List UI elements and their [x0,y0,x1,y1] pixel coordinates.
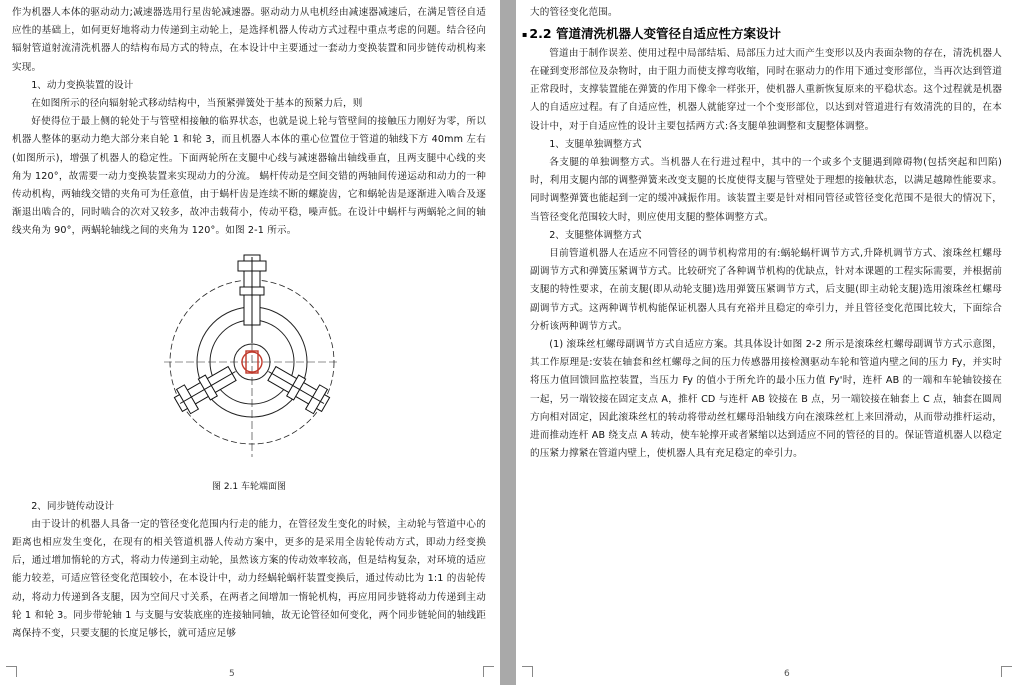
page-gutter [500,0,516,685]
page-number: 5 [229,669,235,679]
paragraph: 管道由于制作误差、使用过程中局部结垢、局部压力过大而产生变形以及内表面杂物的存在，清洗机器人在碰到变形部位及杂物时，由于阻力而使支撑弯收缩，同时在驱动力的作用下通过变形部位，当再次达到管道正常段时，支撑装置能在弹簧的作用下像伞一样张开，使机器人重新恢复原来的平稳状态。这个过程就是机器人的自适应过程。有了自适应性，机器人就能穿过一个个变形部位，以达到对管道进行有效清洗的目的，在本设计中，对于自适应性的设计主要包括两方式:各支腿单独调整和支腿整体调整。 [530,47,1002,132]
figure-caption: 图 2.1 车轮端面图 [211,481,287,492]
page-corner-mark [522,666,533,677]
document-page-right [516,0,1018,685]
bullet-icon: ▪ [522,29,528,39]
document-page-left [0,0,500,685]
page-corner-mark [1001,666,1012,677]
paragraph: 各支腿的单独调整方式。当机器人在行进过程中，其中的一个或多个支腿遇到障碍物(包括突起和凹陷)时，利用支腿内部的调整弹簧来改变支腿的长度使得支腿与管壁处于理想的接触状态，以满足越障性能要求。同时调整弹簧也能起到一定的缓冲减振作用。该装置主要是针对相同管径或管径变化范围不是很大的情况下，当管径变化范围较大时，则应使用支腿的整体调整方式。 [530,156,1002,223]
paragraph: (1) 滚珠丝杠螺母副调节方式自适应方案。其具体设计如图 2-2 所示是滚珠丝杠螺母副调节方式示意图，其工作原理是:安装在轴套和丝杠螺母之间的压力传感器用接检测驱动车轮和管道内壁之间的压力 Fy，并实时将压力值回馈回监控装置，当压力 Fy 的值小于所允许的最小压力值 Fy'时，连杆 AB 的一端和车轮轴铰接在一起，另一端铰接在固定支点 A，推杆 CD 与连杆 AB 铰接在 B 点，另一端铰接在轴套上 C 点，轴套在圆周方向相对固定，因此滚珠丝杠的转动将带动丝杠螺母沿轴线方向在滚珠丝杠上来回滑动，从而带动推杆运动，进而推动连杆 AB 绕支点 A 转动，使车轮撑开或者紧缩以达到适应不同的管径的目的。保证管道机器人以稳定的压紧力撑紧在管道内壁上，使机器人具有充足稳定的牵引力。 [530,338,1002,460]
subheading-power-conversion: 1、动力变换装置的设计 [31,79,134,91]
page-corner-mark [6,666,17,677]
paragraph: 作为机器人本体的驱动动力;减速器选用行星齿轮减速器。驱动动力从电机经由减速器减速后，在满足管径自适应性的基础上，如何更好地将动力传递到主动轮上，是选择机器人传动方式过程中重点考虑的问题。结合径向辐射管道射流清洗机器人的结构布局方式的特点，在本设计中主要通过一套动力变换装置和同步链传动机构来实现。 [12,7,486,73]
subheading-single-leg: 1、支腿单独调整方式 [549,138,642,150]
page-corner-mark [483,666,494,677]
paragraph: 在如图所示的径向辐射轮式移动结构中，当预紧弹簧处于基本的预紧力后，则 [31,98,363,110]
section-heading [522,24,1002,45]
paragraph: 大的管径变化范围。 [530,7,618,18]
paragraph: 目前管道机器人在适应不同管径的调节机构常用的有:蜗轮蜗杆调节方式,升降机调节方式、滚珠丝杠螺母副调节方式和弹簧压紧调节方式。比较研究了各种调节机构的优缺点，针对本课题的工程实际需要，并根据前支腿的特性要求，在前支腿(即从动轮支腿)选用弹簧压紧调节方式，后支腿(即主动轮支腿)选用滚珠丝杠螺母副调节方式。这两种调节机构能保证机器人具有充裕并且稳定的牵引力，并且管径变化范围比较大，下面综合分析该两种调节方式。 [530,247,1002,332]
page-number: 6 [784,669,790,679]
wheel-end-figure [12,247,486,477]
paragraph: 好使得位于最上侧的轮处于与管壁相接触的临界状态，也就是说上轮与管壁间的接触压力刚好为零，所以机器人整体的驱动力绝大部分来自轮 1 和轮 3，而且机器人本体的重心位置位于管道的轴线下方 40mm 左右(如图所示)，增强了机器人的稳定性。下面两轮所在支腿中心线与减速器输出轴线垂直，且两支腿中心线的夹角为 120°，故需要一动力变换装置来实现动力的分流。 蜗杆传动是空间交错的两轴间传递运动和动力的一种传动机构，两轴线交错的夹角可为任意值，由于蜗杆齿是连续不断的螺旋齿，它和蜗轮齿是逐渐进入啮合及逐渐退出啮合的，同时啮合的次对又较多，故冲击载荷小，传动平稳，噪声低。在设计中蜗杆与两蜗轮之间的轴线夹角为 90°，两蜗轮轴线之间的夹角为 120°。如图 2-1 所示。 [12,116,486,237]
section-title: 管道清洗机器人变管径自适应性方案设计 [555,26,781,42]
section-number: 2.2 [529,26,552,42]
subheading-sync-chain: 2、同步链传动设计 [31,500,115,512]
paragraph: 由于设计的机器人具备一定的管径变化范围内行走的能力，在管径发生变化的时候，主动轮与管道中心的距离也相应发生变化，在现有的相关管道机器人传动方案中，更多的是采用全齿轮传动方式，即动力经变换后，通过增加惰轮的方式，将动力传递到主动轮，虽然该方案的传动效率较高，但是结构复杂，对环境的适应能力较差，可适应管径变化范围较小，在本设计中，动力经蜗轮蜗杆装置变换后，通过传动比为 1:1 的齿轮传动，将动力传递到各支腿，因为空间尺寸关系，在两者之间增加一惰轮机构，再应用同步链将动力传递到主动轮 1 和轮 3。同步带轮轴 1 与支腿与安装底座的连接轴同轴，故无论管径如何变化，两个同步链轮间的轴线距离保持不变，只要支腿的长度足够长，就可适应足够 [12,518,486,640]
subheading-overall-leg: 2、支腿整体调整方式 [549,229,642,241]
wheel-end-diagram [162,247,342,472]
